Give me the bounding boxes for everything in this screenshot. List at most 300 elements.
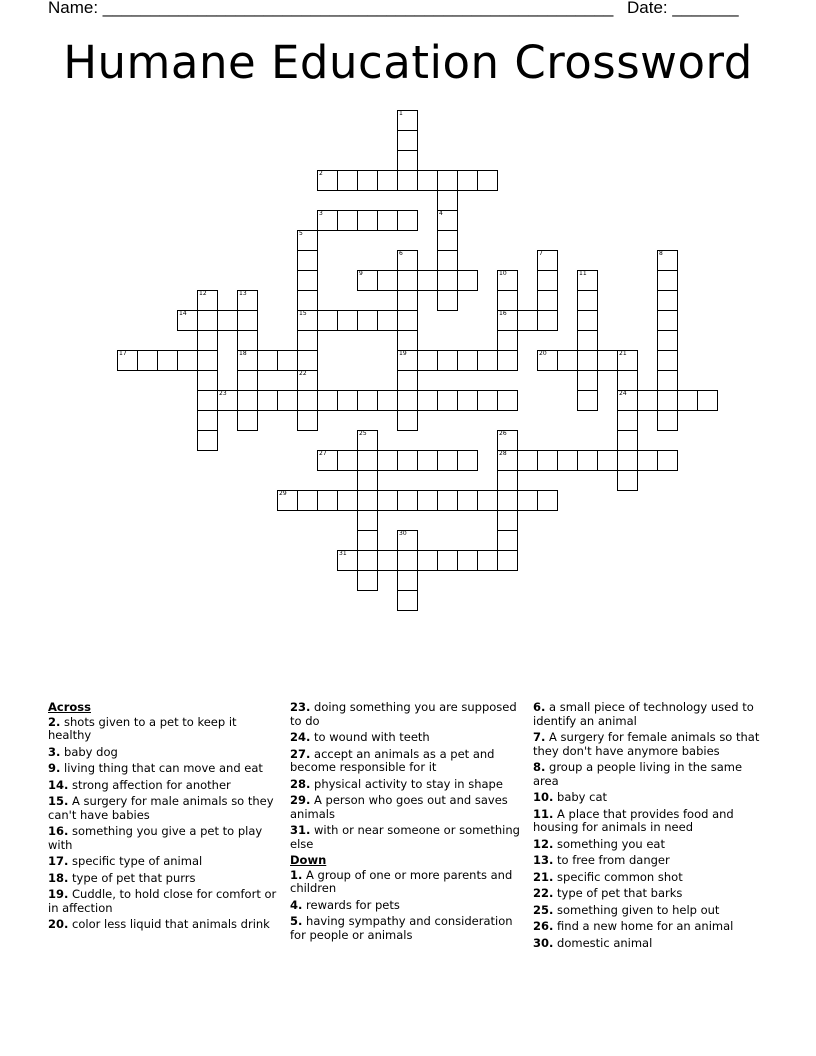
grid-cell[interactable] — [437, 550, 458, 571]
grid-cell[interactable] — [417, 450, 438, 471]
grid-cell[interactable] — [577, 390, 598, 411]
clue-item — [533, 808, 765, 835]
clue-number: 14 — [179, 310, 187, 317]
grid-cell[interactable] — [357, 570, 378, 591]
grid-cell[interactable] — [337, 390, 358, 411]
clue-text: type of pet that barks — [553, 886, 683, 900]
grid-cell[interactable] — [597, 350, 618, 371]
clue-item — [48, 825, 280, 852]
clue-text: specific type of animal — [68, 854, 203, 868]
clue-number: 2 — [319, 170, 323, 177]
clue-column-2 — [290, 701, 520, 945]
grid-cell[interactable] — [457, 350, 478, 371]
grid-cell[interactable] — [337, 490, 358, 511]
grid-cell[interactable] — [557, 450, 578, 471]
grid-cell[interactable] — [517, 450, 538, 471]
clue-num: 18. — [48, 870, 69, 885]
grid-cell[interactable] — [497, 390, 518, 411]
grid-cell[interactable] — [357, 210, 378, 231]
grid-cell[interactable] — [237, 310, 258, 331]
grid-cell[interactable] — [297, 350, 318, 371]
clue-num: 28. — [290, 776, 311, 791]
grid-cell[interactable] — [357, 450, 378, 471]
grid-cell[interactable] — [657, 450, 678, 471]
clue-item — [290, 778, 520, 792]
grid-cell[interactable] — [197, 290, 218, 311]
grid-cell[interactable] — [437, 490, 458, 511]
clue-num: 2. — [48, 714, 61, 729]
clue-item — [290, 899, 520, 913]
clue-item — [48, 779, 280, 793]
clue-number: 27 — [319, 450, 327, 457]
clue-item — [290, 869, 520, 896]
clue-text: to wound with teeth — [310, 730, 430, 744]
clue-item — [533, 791, 765, 805]
clue-item — [533, 904, 765, 918]
grid-cell[interactable] — [317, 310, 338, 331]
grid-cell[interactable] — [377, 550, 398, 571]
grid-cell[interactable] — [697, 390, 718, 411]
grid-cell[interactable] — [517, 490, 538, 511]
grid-cell[interactable] — [397, 250, 418, 271]
grid-cell[interactable] — [397, 390, 418, 411]
grid-cell[interactable] — [657, 250, 678, 271]
clue-item — [533, 871, 765, 885]
grid-cell[interactable] — [217, 310, 238, 331]
grid-cell[interactable] — [397, 170, 418, 191]
section-heading-across: Across — [48, 700, 91, 714]
grid-cell[interactable] — [617, 410, 638, 431]
clue-num: 11. — [533, 806, 554, 821]
grid-cell[interactable] — [477, 170, 498, 191]
grid-cell[interactable] — [237, 330, 258, 351]
grid-cell[interactable] — [657, 410, 678, 431]
grid-cell[interactable] — [617, 350, 638, 371]
grid-cell[interactable] — [237, 350, 258, 371]
grid-cell[interactable] — [237, 370, 258, 391]
clue-number: 20 — [539, 350, 547, 357]
grid-cell[interactable] — [277, 350, 298, 371]
clue-number: 25 — [359, 430, 367, 437]
grid-cell[interactable] — [197, 370, 218, 391]
clue-number: 1 — [399, 110, 403, 117]
grid-cell[interactable] — [297, 370, 318, 391]
clue-number: 26 — [499, 430, 507, 437]
clue-num: 25. — [533, 902, 554, 917]
grid-cell[interactable] — [457, 390, 478, 411]
grid-cell[interactable] — [237, 410, 258, 431]
grid-cell[interactable] — [497, 490, 518, 511]
grid-cell[interactable] — [577, 290, 598, 311]
grid-cell[interactable] — [317, 450, 338, 471]
clue-text: find a new home for an animal — [553, 919, 734, 933]
clue-num: 8. — [533, 760, 546, 774]
grid-cell[interactable] — [577, 310, 598, 331]
grid-cell[interactable] — [117, 350, 138, 371]
grid-cell[interactable] — [577, 450, 598, 471]
grid-cell[interactable] — [197, 350, 218, 371]
clue-item — [290, 794, 520, 821]
grid-cell[interactable] — [397, 530, 418, 551]
clue-num: 16. — [48, 824, 69, 838]
clue-text: A group of one or more parents and children — [290, 867, 513, 895]
clue-text: accept an animals as a pet and become responsible for it — [290, 746, 495, 774]
clue-number: 23 — [219, 390, 227, 397]
clue-text: strong affection for another — [68, 777, 231, 792]
grid-cell[interactable] — [437, 230, 458, 251]
grid-cell[interactable] — [537, 450, 558, 471]
clue-num: 31. — [290, 823, 311, 837]
grid-cell[interactable] — [257, 390, 278, 411]
clue-item — [290, 731, 520, 745]
grid-cell[interactable] — [437, 450, 458, 471]
grid-cell[interactable] — [657, 390, 678, 411]
clue-item — [48, 918, 280, 932]
clue-num: 26. — [533, 919, 554, 933]
grid-cell[interactable] — [617, 430, 638, 451]
grid-cell[interactable] — [317, 490, 338, 511]
clue-text: living thing that can move and eat — [60, 761, 263, 775]
grid-cell[interactable] — [477, 490, 498, 511]
grid-cell[interactable] — [317, 390, 338, 411]
grid-cell[interactable] — [177, 350, 198, 371]
grid-cell[interactable] — [437, 190, 458, 211]
clue-text: Cuddle, to hold close for comfort or in affection — [48, 887, 277, 915]
grid-cell[interactable] — [497, 330, 518, 351]
grid-cell[interactable] — [417, 270, 438, 291]
clue-text: A surgery for male animals so they can't have babies — [48, 794, 274, 822]
grid-cell[interactable] — [537, 250, 558, 271]
clue-num: 6. — [533, 700, 546, 714]
clue-num: 24. — [290, 730, 311, 744]
grid-cell[interactable] — [357, 390, 378, 411]
clue-num: 17. — [48, 854, 69, 868]
grid-cell[interactable] — [357, 270, 378, 291]
clue-number: 8 — [659, 250, 663, 257]
grid-cell[interactable] — [617, 390, 638, 411]
grid-cell[interactable] — [457, 490, 478, 511]
grid-cell[interactable] — [377, 490, 398, 511]
clue-num: 13. — [533, 853, 554, 867]
grid-cell[interactable] — [257, 350, 278, 371]
grid-cell[interactable] — [357, 530, 378, 551]
grid-cell[interactable] — [297, 410, 318, 431]
section-heading-down: Down — [290, 853, 327, 867]
grid-cell[interactable] — [297, 490, 318, 511]
grid-cell[interactable] — [417, 490, 438, 511]
grid-cell[interactable] — [357, 310, 378, 331]
clue-number: 5 — [299, 230, 303, 237]
clue-number: 11 — [579, 270, 587, 277]
grid-cell[interactable] — [397, 490, 418, 511]
clue-number: 12 — [199, 290, 207, 297]
clue-number: 18 — [239, 350, 247, 357]
grid-cell[interactable] — [457, 550, 478, 571]
grid-cell[interactable] — [477, 550, 498, 571]
grid-cell[interactable] — [497, 550, 518, 571]
clue-text: group a people living in the same area — [533, 760, 743, 788]
grid-cell[interactable] — [437, 290, 458, 311]
grid-cell[interactable] — [297, 250, 318, 271]
grid-cell[interactable] — [497, 270, 518, 291]
grid-cell[interactable] — [417, 170, 438, 191]
clue-number: 30 — [399, 530, 407, 537]
clue-item — [48, 855, 280, 869]
clue-number: 4 — [439, 210, 443, 217]
grid-cell[interactable] — [457, 170, 478, 191]
grid-cell[interactable] — [437, 250, 458, 271]
grid-cell[interactable] — [357, 170, 378, 191]
clue-item — [48, 762, 280, 776]
grid-cell[interactable] — [317, 210, 338, 231]
grid-cell[interactable] — [557, 350, 578, 371]
clue-number: 28 — [499, 450, 507, 457]
grid-cell[interactable] — [337, 170, 358, 191]
clue-text: having sympathy and consideration for people or animals — [290, 914, 513, 942]
clue-text: with or near someone or something else — [290, 823, 520, 851]
grid-cell[interactable] — [497, 450, 518, 471]
clue-text: A place that provides food and housing for animals in need — [533, 806, 734, 834]
clue-item — [48, 872, 280, 886]
grid-cell[interactable] — [197, 410, 218, 431]
grid-cell[interactable] — [417, 550, 438, 571]
clue-text: shots given to a pet to keep it healthy — [48, 714, 237, 742]
grid-cell[interactable] — [377, 170, 398, 191]
grid-cell[interactable] — [657, 370, 678, 391]
grid-cell[interactable] — [397, 570, 418, 591]
clue-num: 21. — [533, 869, 554, 884]
grid-cell[interactable] — [277, 490, 298, 511]
clue-num: 14. — [48, 777, 69, 792]
grid-cell[interactable] — [357, 490, 378, 511]
clue-number: 10 — [499, 270, 507, 277]
grid-cell[interactable] — [537, 290, 558, 311]
clue-text: something given to help out — [553, 902, 720, 917]
grid-cell[interactable] — [437, 170, 458, 191]
clue-num: 20. — [48, 917, 69, 931]
grid-cell[interactable] — [597, 450, 618, 471]
grid-cell[interactable] — [657, 330, 678, 351]
grid-cell[interactable] — [537, 350, 558, 371]
clue-text: specific common shot — [553, 869, 683, 884]
grid-cell[interactable] — [337, 310, 358, 331]
clue-text: a small piece of technology used to identify an animal — [533, 700, 754, 728]
grid-cell[interactable] — [237, 390, 258, 411]
grid-cell[interactable] — [497, 350, 518, 371]
grid-cell[interactable] — [637, 450, 658, 471]
grid-cell[interactable] — [657, 270, 678, 291]
grid-cell[interactable] — [397, 550, 418, 571]
clue-num: 5. — [290, 914, 303, 928]
grid-cell[interactable] — [397, 310, 418, 331]
grid-cell[interactable] — [397, 590, 418, 611]
grid-cell[interactable] — [377, 390, 398, 411]
grid-cell[interactable] — [357, 510, 378, 531]
clue-number: 19 — [399, 350, 407, 357]
grid-cell[interactable] — [637, 390, 658, 411]
grid-cell[interactable] — [157, 350, 178, 371]
grid-cell[interactable] — [397, 410, 418, 431]
grid-cell[interactable] — [577, 350, 598, 371]
grid-cell[interactable] — [577, 270, 598, 291]
clue-item — [533, 731, 765, 758]
clue-num: 9. — [48, 761, 61, 775]
grid-cell[interactable] — [297, 330, 318, 351]
clue-item — [533, 920, 765, 934]
grid-cell[interactable] — [357, 550, 378, 571]
clue-num: 7. — [533, 730, 546, 744]
grid-cell[interactable] — [137, 350, 158, 371]
clue-num: 15. — [48, 794, 69, 808]
grid-cell[interactable] — [417, 350, 438, 371]
grid-cell[interactable] — [397, 270, 418, 291]
clue-number: 17 — [119, 350, 127, 357]
grid-cell[interactable] — [537, 270, 558, 291]
grid-cell[interactable] — [457, 270, 478, 291]
clue-number: 13 — [239, 290, 247, 297]
grid-cell[interactable] — [197, 330, 218, 351]
grid-cell[interactable] — [397, 130, 418, 151]
page-title: Humane Education Crossword — [63, 36, 753, 89]
grid-cell[interactable] — [337, 550, 358, 571]
clue-text: type of pet that purrs — [68, 870, 196, 885]
clue-num: 1. — [290, 867, 303, 882]
clue-item — [533, 937, 765, 951]
grid-cell[interactable] — [397, 290, 418, 311]
clue-num: 29. — [290, 793, 311, 807]
clue-number: 31 — [339, 550, 347, 557]
grid-cell[interactable] — [397, 450, 418, 471]
grid-cell[interactable] — [537, 490, 558, 511]
grid-cell[interactable] — [477, 350, 498, 371]
grid-cell[interactable] — [277, 390, 298, 411]
grid-cell[interactable] — [657, 350, 678, 371]
grid-cell[interactable] — [437, 270, 458, 291]
grid-cell[interactable] — [357, 430, 378, 451]
grid-cell[interactable] — [577, 330, 598, 351]
grid-cell[interactable] — [397, 370, 418, 391]
grid-cell[interactable] — [337, 210, 358, 231]
clue-column-3 — [533, 701, 765, 953]
grid-cell[interactable] — [337, 450, 358, 471]
grid-cell[interactable] — [497, 290, 518, 311]
clue-num: 4. — [290, 897, 303, 912]
clue-number: 22 — [299, 370, 307, 377]
clue-num: 12. — [533, 836, 554, 851]
grid-cell[interactable] — [617, 450, 638, 471]
clue-item — [290, 915, 520, 942]
clue-text: baby dog — [60, 744, 118, 759]
clue-item — [533, 838, 765, 852]
grid-cell[interactable] — [577, 370, 598, 391]
clue-num: 19. — [48, 887, 69, 901]
grid-cell[interactable] — [297, 310, 318, 331]
grid-cell[interactable] — [497, 430, 518, 451]
clue-text: rewards for pets — [302, 897, 400, 912]
clue-item — [533, 887, 765, 901]
clue-text: something you give a pet to play with — [48, 824, 263, 852]
clue-item — [290, 748, 520, 775]
clue-text: to free from danger — [553, 853, 670, 867]
grid-cell[interactable] — [297, 270, 318, 291]
name-line: Name: ______________________________________________________ — [48, 0, 614, 17]
grid-cell[interactable] — [397, 210, 418, 231]
clue-number: 29 — [279, 490, 287, 497]
clue-number: 6 — [399, 250, 403, 257]
grid-cell[interactable] — [617, 370, 638, 391]
clue-item — [48, 888, 280, 915]
grid-cell[interactable] — [517, 310, 538, 331]
grid-cell[interactable] — [297, 290, 318, 311]
clue-number: 21 — [619, 350, 627, 357]
grid-cell[interactable] — [377, 310, 398, 331]
grid-cell[interactable] — [497, 310, 518, 331]
grid-cell[interactable] — [657, 310, 678, 331]
grid-cell[interactable] — [437, 350, 458, 371]
grid-cell[interactable] — [297, 390, 318, 411]
clue-item — [48, 746, 280, 760]
grid-cell[interactable] — [657, 290, 678, 311]
grid-cell[interactable] — [397, 330, 418, 351]
grid-cell[interactable] — [197, 390, 218, 411]
date-line: Date: _______ — [627, 0, 739, 17]
grid-cell[interactable] — [677, 390, 698, 411]
grid-cell[interactable] — [497, 510, 518, 531]
grid-cell[interactable] — [377, 210, 398, 231]
grid-cell[interactable] — [437, 390, 458, 411]
grid-cell[interactable] — [417, 390, 438, 411]
grid-cell[interactable] — [197, 310, 218, 331]
clue-text: A surgery for female animals so that they don't have anymore babies — [533, 730, 760, 758]
clue-num: 30. — [533, 935, 554, 950]
grid-cell[interactable] — [497, 530, 518, 551]
clue-text: A person who goes out and saves animals — [290, 793, 508, 821]
clue-text: domestic animal — [553, 935, 653, 950]
grid-cell[interactable] — [457, 450, 478, 471]
clue-number: 16 — [499, 310, 507, 317]
clue-text: color less liquid that animals drink — [68, 917, 270, 931]
grid-cell[interactable] — [177, 310, 198, 331]
clue-item — [48, 795, 280, 822]
grid-cell[interactable] — [437, 210, 458, 231]
grid-cell[interactable] — [297, 230, 318, 251]
grid-cell[interactable] — [197, 430, 218, 451]
grid-cell[interactable] — [397, 350, 418, 371]
grid-cell[interactable] — [397, 150, 418, 171]
clue-item — [533, 761, 765, 788]
grid-cell[interactable] — [317, 170, 338, 191]
clue-number: 3 — [319, 210, 323, 217]
grid-cell[interactable] — [617, 470, 638, 491]
clue-text: doing something you are supposed to do — [290, 700, 517, 728]
clue-num: 27. — [290, 746, 311, 761]
grid-cell[interactable] — [357, 470, 378, 491]
clue-number: 15 — [299, 310, 307, 317]
clue-number: 24 — [619, 390, 627, 397]
grid-cell[interactable] — [397, 110, 418, 131]
grid-cell[interactable] — [217, 390, 238, 411]
clue-text: something you eat — [553, 836, 665, 851]
grid-cell[interactable] — [237, 290, 258, 311]
grid-cell[interactable] — [537, 310, 558, 331]
grid-cell[interactable] — [477, 390, 498, 411]
grid-cell[interactable] — [377, 450, 398, 471]
clue-number: 7 — [539, 250, 543, 257]
clue-text: baby cat — [553, 790, 608, 804]
grid-cell[interactable] — [497, 470, 518, 491]
grid-cell[interactable] — [377, 270, 398, 291]
clue-item — [290, 701, 520, 728]
